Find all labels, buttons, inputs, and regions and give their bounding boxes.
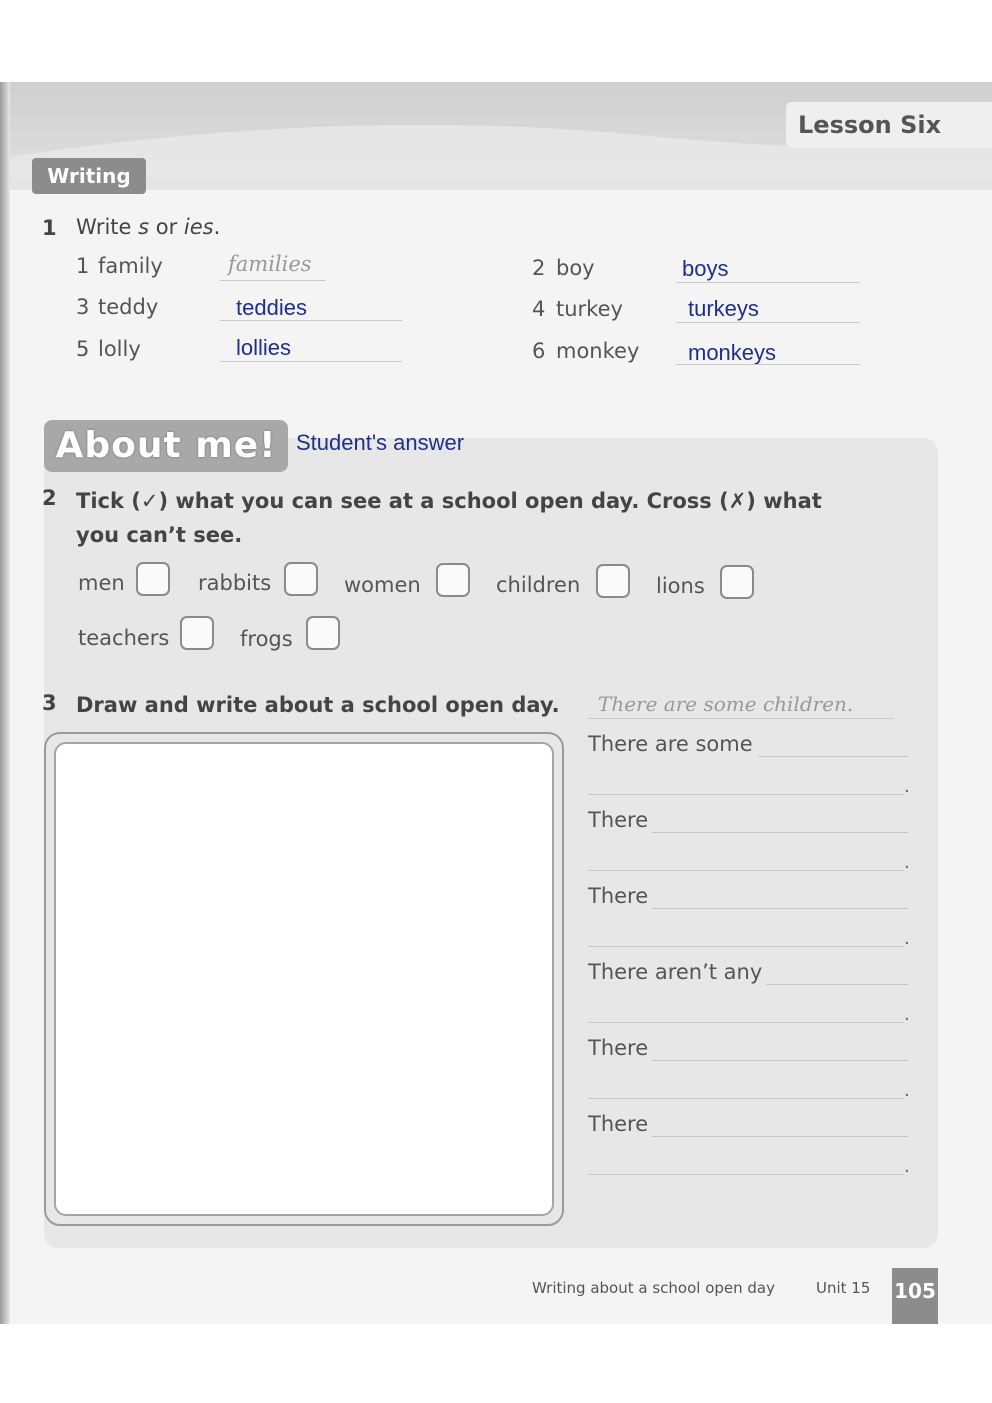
student-answer-note: Student's answer: [296, 430, 465, 455]
example-line: [588, 718, 894, 719]
option-label-rabbits: rabbits: [198, 571, 272, 595]
writing-line[interactable]: [588, 1022, 904, 1023]
writing-line[interactable]: [588, 794, 904, 795]
sentence-starter: There aren’t any: [588, 960, 763, 984]
drawing-canvas[interactable]: [54, 742, 554, 1216]
item-word: teddy: [98, 295, 159, 319]
item-answer: boys: [682, 256, 729, 281]
answer-line: [220, 361, 402, 362]
writing-line[interactable]: [652, 1136, 908, 1137]
writing-line[interactable]: [758, 756, 908, 757]
exercise-2-number: 2: [42, 486, 57, 510]
writing-line[interactable]: [652, 832, 908, 833]
option-label-frogs: frogs: [240, 627, 293, 651]
item-word: turkey: [556, 297, 623, 321]
item-number: 2: [532, 256, 546, 280]
full-stop: .: [904, 1156, 910, 1177]
option-label-men: men: [78, 571, 125, 595]
answer-line: [676, 364, 860, 365]
option-label-children: children: [496, 573, 581, 597]
about-me-tab: About me!: [44, 420, 288, 472]
writing-line[interactable]: [588, 946, 904, 947]
exercise-1-number: 1: [42, 216, 57, 240]
exercise-2-instruction-line1: Tick (✓) what you can see at a school open day. Cross (✗) what: [76, 489, 822, 513]
full-stop: .: [904, 928, 910, 949]
item-answer: monkeys: [688, 340, 777, 365]
checkbox-men[interactable]: [136, 562, 170, 596]
writing-line[interactable]: [652, 1060, 908, 1061]
exercise-3-number: 3: [42, 691, 57, 715]
option-label-teachers: teachers: [78, 626, 170, 650]
example-sentence: There are some children.: [598, 692, 854, 716]
item-number: 4: [532, 297, 546, 321]
writing-line[interactable]: [588, 1174, 904, 1175]
option-label-lions: lions: [656, 574, 705, 598]
writing-line[interactable]: [588, 1098, 904, 1099]
item-word: boy: [556, 256, 595, 280]
lesson-title: Lesson Six: [786, 102, 992, 148]
footer-caption: Writing about a school open day: [532, 1279, 775, 1297]
answer-line: [676, 322, 860, 323]
writing-line[interactable]: [766, 984, 908, 985]
item-answer-example: families: [228, 252, 312, 276]
checkbox-teachers[interactable]: [180, 616, 214, 650]
sentence-starter: There: [588, 1112, 649, 1136]
answer-line: [676, 282, 860, 283]
writing-line[interactable]: [652, 908, 908, 909]
writing-line[interactable]: [588, 870, 904, 871]
item-word: lolly: [98, 337, 141, 361]
item-number: 1: [76, 254, 90, 278]
page-spine-shadow: [0, 82, 10, 1324]
page-number: 105: [892, 1268, 938, 1324]
footer-unit: Unit 15: [816, 1279, 871, 1297]
checkbox-children[interactable]: [596, 564, 630, 598]
sentence-starter: There: [588, 884, 649, 908]
item-answer: lollies: [236, 335, 292, 360]
exercise-2-instruction-line2: you can’t see.: [76, 523, 243, 547]
checkbox-women[interactable]: [436, 563, 470, 597]
answer-line: [220, 280, 326, 281]
item-answer: turkeys: [688, 296, 759, 321]
sentence-starter: There are some: [588, 732, 753, 756]
item-number: 3: [76, 295, 90, 319]
drawing-area[interactable]: [44, 732, 564, 1226]
checkbox-frogs[interactable]: [306, 616, 340, 650]
full-stop: .: [904, 776, 910, 797]
full-stop: .: [904, 1080, 910, 1101]
item-answer: teddies: [236, 295, 307, 320]
item-number: 6: [532, 339, 546, 363]
item-number: 5: [76, 337, 90, 361]
sentence-starter: There: [588, 808, 649, 832]
checkbox-lions[interactable]: [720, 565, 754, 599]
checkbox-rabbits[interactable]: [284, 562, 318, 596]
full-stop: .: [904, 1004, 910, 1025]
exercise-1-instruction: Write s or ies.: [76, 215, 221, 239]
option-label-women: women: [344, 573, 421, 597]
answer-line: [220, 320, 402, 321]
full-stop: .: [904, 852, 910, 873]
sentence-starter: There: [588, 1036, 649, 1060]
item-word: monkey: [556, 339, 640, 363]
section-tab-writing: Writing: [32, 158, 146, 194]
item-word: family: [98, 254, 163, 278]
exercise-3-instruction: Draw and write about a school open day.: [76, 693, 560, 717]
